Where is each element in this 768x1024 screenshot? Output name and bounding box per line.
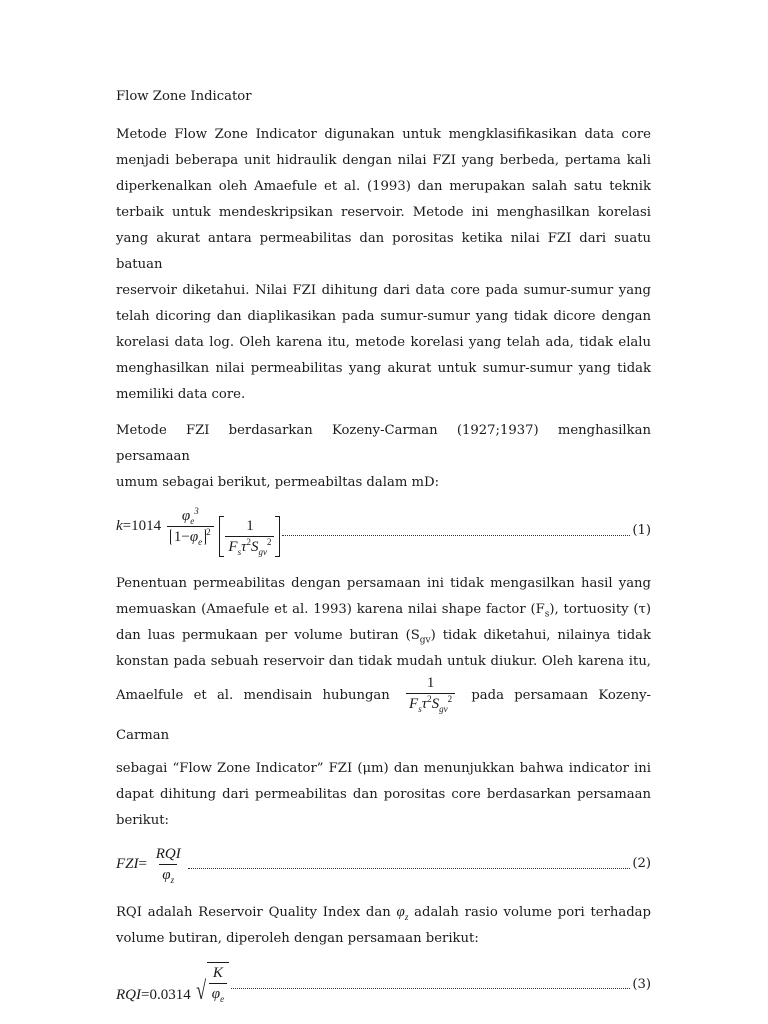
leader-dots [282, 535, 630, 536]
subscript: s [544, 609, 550, 620]
equation-2-formula [116, 844, 186, 885]
text-line: menjadi beberapa unit hidraulik dengan nilai FZI yang berbeda, pertama kali [116, 153, 651, 168]
inline-fraction: $\frac{1}{F_s\tau^2S_{gv}^2}$ [404, 673, 457, 714]
text-line: reservoir diketahui. Nilai FZI dihitung dari data core pada sumur-sumur yang [116, 283, 651, 298]
leader-dots [188, 868, 631, 869]
equation-3-formula [116, 962, 229, 1008]
text-line: telah dicoring dan diaplikasikan pada sumur-sumur yang tidak dicore dengan [116, 309, 651, 324]
eq1-porosity-fraction: $\frac{\varphi_e^3}{1-\varphi_e^2}$ [167, 506, 214, 547]
text-fragment: ), tortuosity (τ) [549, 601, 651, 617]
text-line: korelasi data log. Oleh karena itu, metode korelasi yang telah ada, tidak elalu [116, 335, 651, 350]
text-line: Penentuan permeabilitas dengan persamaan ini tidak mengasilkan hasil yang [116, 575, 651, 591]
text-line [116, 597, 651, 623]
text-line [116, 675, 651, 756]
text-fragment: ) tidak diketahui, nilainya tidak [430, 627, 651, 643]
text-fragment: dan luas permukaan per volume butiran (S [116, 627, 420, 643]
eq1-coef: =1014 [122, 517, 162, 534]
equation-1-formula [116, 506, 280, 557]
text-line: volume butiran, diperoleh dengan persamaan berikut: [116, 930, 479, 946]
equation-number: (2) [632, 856, 651, 872]
eq2-fraction: $\frac{\text{RQI}}{\varphi_z}$ [153, 844, 184, 885]
equation-number: (1) [632, 523, 651, 539]
text-line: diperkenalkan oleh Amaefule et al. (1993) dan merupakan salah satu teknik [116, 179, 651, 194]
paragraph-permeability [116, 571, 651, 834]
text-line: dapat dihitung dari permeabilitas dan porositas core berdasarkan persamaan [116, 786, 651, 802]
text-line [116, 899, 651, 926]
text-fragment: memuaskan (Amaefule et al. 1993) karena nilai shape factor (F [116, 601, 545, 617]
eq1-bracket: $\frac{1}{F_s\tau^2S_{gv}^2}$ [219, 516, 280, 557]
text-line: umum sebagai berikut, permeabiltas dalam mD: [116, 475, 440, 490]
equation-3 [116, 962, 651, 1008]
text-line: yang akurat antara permeabilitas dan porositas ketika nilai FZI dari suatu batuan [116, 231, 651, 272]
text-fragment: adalah rasio volume pori terhadap [414, 904, 651, 920]
text-fragment: RQI adalah Reservoir Quality Index dan [116, 904, 391, 920]
equation-number: (3) [632, 976, 651, 992]
section-title: Flow Zone Indicator [116, 89, 252, 104]
eq3-numerator: K [212, 964, 223, 981]
eq3-lhs: RQI [116, 986, 141, 1003]
text-line: menghasilkan nilai permeabilitas yang akurat untuk sumur-sumur yang tidak [116, 361, 651, 376]
paragraph-rqi [116, 899, 651, 952]
equation-1 [116, 506, 651, 557]
eq2-equals: = [138, 855, 147, 872]
paragraph-intro [116, 122, 651, 408]
leader-dots [231, 988, 630, 989]
eq3-coef: =0.0314 [141, 986, 191, 1003]
text-line: Metode FZI berdasarkan Kozeny-Carman (1927;1937) menghasilkan persamaan [116, 423, 651, 464]
text-line: konstan pada sebuah reservoir dan tidak mudah untuk diukur. Oleh karena itu, [116, 653, 651, 669]
text-line [116, 623, 651, 649]
text-line: Metode Flow Zone Indicator digunakan untuk mengklasifikasikan data core [116, 127, 651, 142]
eq1-lhs: k [116, 517, 123, 534]
text-line: terbaik untuk mendeskripsikan reservoir. Metode ini menghasilkan korelasi [116, 205, 651, 220]
text-line: sebagai “Flow Zone Indicator” FZI (μm) dan menunjukkan bahwa indicator ini [116, 760, 651, 776]
document-body [116, 84, 651, 1022]
eq3-square-root: √ $\frac{K}{\varphi_e}$ [194, 962, 229, 1004]
phi-z-symbol: $\varphi_z$ [396, 903, 409, 922]
text-fragment: Amaelfule et al. mendisain hubungan [116, 687, 390, 703]
eq2-numerator: RQI [155, 845, 181, 862]
subscript: gv [419, 635, 431, 646]
equation-2 [116, 844, 651, 885]
text-line: memiliki data core. [116, 387, 246, 402]
text-fragment: pada persamaan Kozeny-Carman [116, 687, 651, 743]
text-line: berikut: [116, 812, 169, 828]
eq2-lhs: FZI [116, 855, 139, 872]
paragraph-kozeny [116, 418, 651, 496]
eq1-one: 1 [246, 517, 254, 534]
